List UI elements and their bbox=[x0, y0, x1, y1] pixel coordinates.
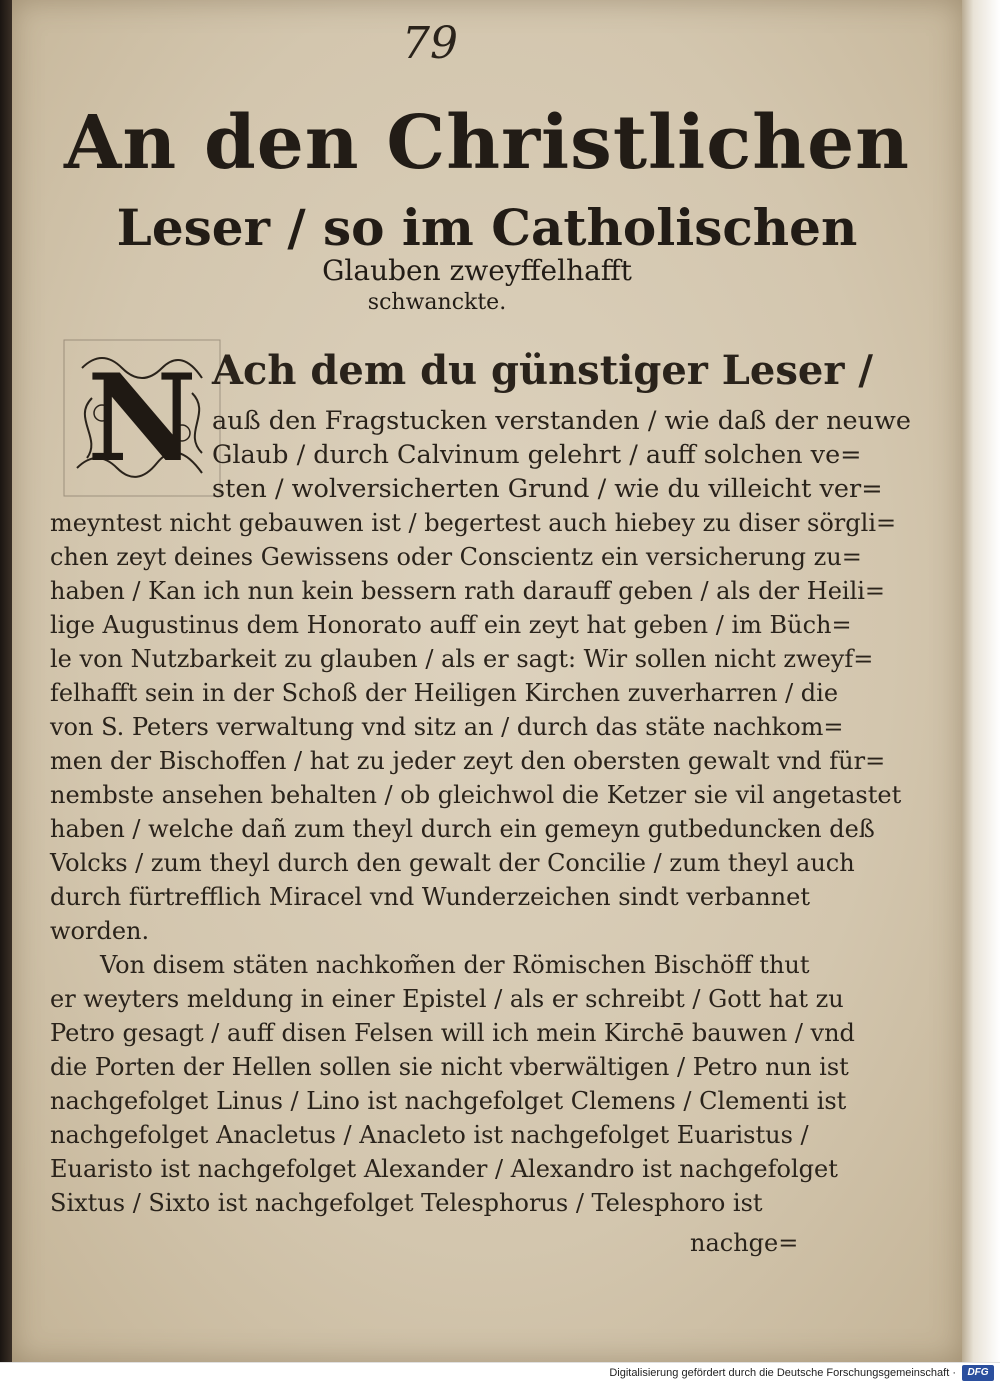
text-line: von S. Peters verwaltung vnd sitz an / durch das stäte nachkom= bbox=[50, 713, 844, 741]
title-line-4: schwanckte. bbox=[367, 290, 507, 315]
text-line: Sixtus / Sixto ist nachgefolget Telesphorus / Telesphoro ist bbox=[50, 1189, 763, 1217]
initial-letter: N bbox=[87, 348, 197, 489]
ornamental-initial-icon bbox=[62, 338, 222, 498]
text-line: Von disem stäten nachkom̃en der Römischen Bischöff thut bbox=[100, 951, 810, 979]
text-line: haben / Kan ich nun kein bessern rath darauff geben / als der Heili= bbox=[50, 577, 886, 605]
text-line: chen zeyt deines Gewissens oder Conscientz ein versicherung zu= bbox=[50, 543, 862, 571]
text-line: Volcks / zum theyl durch den gewalt der Concilie / zum theyl auch bbox=[50, 849, 855, 877]
text-line: Glaub / durch Calvinum gelehrt / auff solchen ve= bbox=[212, 440, 862, 470]
text-line: worden. bbox=[50, 917, 150, 945]
text-line: nembste ansehen behalten / ob gleichwol die Ketzer sie vil angetastet bbox=[50, 781, 902, 809]
text-line: meyntest nicht gebauwen ist / begertest auch hiebey zu diser sörgli= bbox=[50, 509, 897, 537]
text-line: er weyters meldung in einer Epistel / als er schreibt / Gott hat zu bbox=[50, 985, 844, 1013]
text-line: Euaristo ist nachgefolget Alexander / Alexandro ist nachgefolget bbox=[50, 1155, 838, 1183]
scan-edge bbox=[0, 0, 12, 1362]
book-page bbox=[12, 0, 962, 1362]
funding-credit: Digitalisierung gefördert durch die Deutsche Forschungsgemeinschaft · bbox=[609, 1367, 956, 1379]
text-line: nachgefolget Linus / Lino ist nachgefolget Clemens / Clementi ist bbox=[50, 1087, 847, 1115]
title-line-3: Glauben zweyffelhafft bbox=[322, 254, 632, 287]
title-line-2: Leser / so im Catholischen bbox=[116, 198, 858, 257]
catchword: nachge= bbox=[690, 1229, 799, 1257]
dfg-logo[interactable]: DFG bbox=[962, 1365, 994, 1381]
page-number: 79 bbox=[402, 18, 458, 69]
text-line: die Porten der Hellen sollen sie nicht vberwältigen / Petro nun ist bbox=[50, 1053, 849, 1081]
text-line: Petro gesagt / auff disen Felsen will ich mein Kirchē bauwen / vnd bbox=[50, 1019, 855, 1047]
text-line: le von Nutzbarkeit zu glauben / als er sagt: Wir sollen nicht zweyf= bbox=[50, 645, 874, 673]
text-line: men der Bischoffen / hat zu jeder zeyt den obersten gewalt vnd für= bbox=[50, 747, 886, 775]
text-line: haben / welche dañ zum theyl durch ein gemeyn gutbeduncken deß bbox=[50, 815, 875, 843]
page-edge-right bbox=[962, 0, 1000, 1362]
text-line: felhafft sein in der Schoß der Heiligen Kirchen zuverharren / die bbox=[50, 679, 839, 707]
footer-bar bbox=[0, 1362, 1000, 1386]
text-line: nachgefolget Anacletus / Anacleto ist nachgefolget Euaristus / bbox=[50, 1121, 809, 1149]
text-line: Ach dem du günstiger Leser / bbox=[212, 347, 873, 394]
text-line: durch fürtrefflich Miracel vnd Wunderzeichen sindt verbannet bbox=[50, 883, 810, 911]
text-line: sten / wolversicherten Grund / wie du villeicht ver= bbox=[212, 474, 883, 504]
text-line: lige Augustinus dem Honorato auff ein zeyt hat geben / im Büch= bbox=[50, 611, 852, 639]
title-line-1: An den Christlichen bbox=[64, 100, 910, 186]
text-line: auß den Fragstucken verstanden / wie daß der neuwe bbox=[212, 406, 911, 436]
